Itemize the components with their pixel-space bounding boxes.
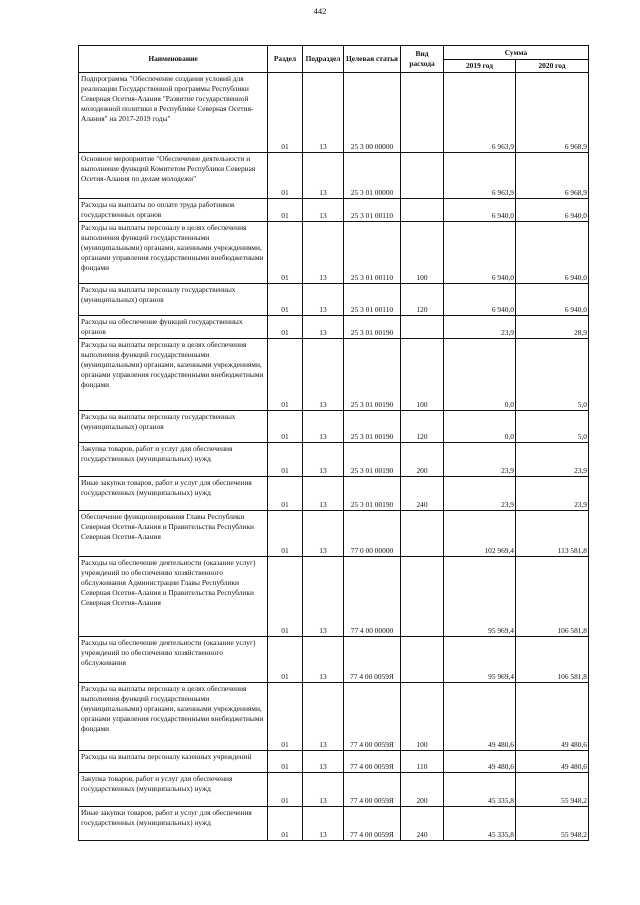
row-target: 25 3 01 00000 <box>344 153 401 199</box>
row-subsection: 13 <box>303 773 344 807</box>
row-expense-type: 110 <box>401 751 444 773</box>
table-row <box>79 339 589 411</box>
row-target: 77 4 00 0059Я <box>344 807 401 841</box>
row-expense-type: 200 <box>401 443 444 477</box>
table-row <box>79 411 589 443</box>
header-name: Наименование <box>79 46 268 73</box>
row-expense-type: 100 <box>401 339 444 411</box>
row-section: 01 <box>268 199 303 222</box>
table-row <box>79 73 589 153</box>
row-2019: 95 969,4 <box>444 557 516 637</box>
row-2020: 6 968,9 <box>516 153 589 199</box>
row-name: Расходы на обеспечение функций государственных органов <box>79 316 268 339</box>
row-section: 01 <box>268 807 303 841</box>
row-2020: 6 940,0 <box>516 284 589 316</box>
row-name: Расходы на выплаты персоналу в целях обеспечения выполнения функций государственными (муниципальными) органами, казенными учреждениями, органами управления государственными внебюджетными фондами <box>79 222 268 284</box>
row-target: 77 4 00 0059Я <box>344 773 401 807</box>
row-expense-type <box>401 153 444 199</box>
header-subsection: Подраздел <box>303 46 344 73</box>
row-2019: 0,0 <box>444 339 516 411</box>
row-2020: 6 968,9 <box>516 73 589 153</box>
row-expense-type: 240 <box>401 807 444 841</box>
row-expense-type <box>401 199 444 222</box>
row-name: Расходы на выплаты по оплате труда работников государственных органов <box>79 199 268 222</box>
table-row <box>79 316 589 339</box>
row-name: Расходы на обеспечение деятельности (оказание услуг) учреждений по обеспечению хозяйственного обслуживания <box>79 637 268 683</box>
row-name: Расходы на выплаты персоналу в целях обеспечения выполнения функций государственными (муниципальными) органами, казенными учреждениями, органами управления государственными внебюджетными фондами <box>79 339 268 411</box>
row-expense-type: 200 <box>401 773 444 807</box>
row-target: 25 3 01 00190 <box>344 316 401 339</box>
table-body <box>79 73 589 841</box>
row-subsection: 13 <box>303 557 344 637</box>
row-name: Расходы на обеспечение деятельности (оказание услуг) учреждений по обеспечению хозяйственного обслуживания Администрации Главы Республики Северная Осетия-Алания и Правительства Республики Северная Осетия-Алания <box>79 557 268 637</box>
row-section: 01 <box>268 443 303 477</box>
table-row <box>79 511 589 557</box>
row-subsection: 13 <box>303 443 344 477</box>
row-target: 25 3 01 00190 <box>344 477 401 511</box>
row-name: Обеспечение функционирования Главы Республики Северная Осетия-Алания и Правительства Республики Северная Осетия-Алания <box>79 511 268 557</box>
row-target: 77 4 00 0059Я <box>344 751 401 773</box>
row-subsection: 13 <box>303 222 344 284</box>
row-2019: 102 969,4 <box>444 511 516 557</box>
table-header <box>79 46 589 73</box>
row-expense-type: 120 <box>401 284 444 316</box>
header-2019: 2019 год <box>444 60 516 73</box>
row-name: Расходы на выплаты персоналу государственных (муниципальных) органов <box>79 411 268 443</box>
table-row <box>79 557 589 637</box>
table-row <box>79 199 589 222</box>
row-target: 25 3 01 00190 <box>344 339 401 411</box>
row-2019: 6 963,9 <box>444 153 516 199</box>
row-target: 77 4 00 0059Я <box>344 637 401 683</box>
row-subsection: 13 <box>303 683 344 751</box>
row-expense-type <box>401 637 444 683</box>
row-name: Основное мероприятие "Обеспечение деятельности и выполнение функций Комитетом Республики Северная Осетия-Алания по делам молодежи" <box>79 153 268 199</box>
row-target: 25 3 01 00190 <box>344 443 401 477</box>
row-target: 77 0 00 00000 <box>344 511 401 557</box>
table-row <box>79 773 589 807</box>
row-section: 01 <box>268 73 303 153</box>
row-2019: 23,9 <box>444 477 516 511</box>
row-subsection: 13 <box>303 477 344 511</box>
row-2020: 5,0 <box>516 339 589 411</box>
row-subsection: 13 <box>303 511 344 557</box>
row-expense-type <box>401 316 444 339</box>
row-2020: 49 480,6 <box>516 683 589 751</box>
row-expense-type: 120 <box>401 411 444 443</box>
row-target: 25 3 01 00190 <box>344 411 401 443</box>
row-name: Подпрограмма "Обеспечение создания условий для реализации Государственной программы Республики Северная Осетия-Алания "Развитие государственной молодежной политики в Республике Северная Осетия-Алания" на 2017-2019 годы" <box>79 73 268 153</box>
row-name: Расходы на выплаты персоналу в целях обеспечения выполнения функций государственными (муниципальными) органами, казенными учреждениями, органами управления государственными внебюджетными фондами <box>79 683 268 751</box>
row-2019: 49 480,6 <box>444 683 516 751</box>
table-row <box>79 153 589 199</box>
row-subsection: 13 <box>303 339 344 411</box>
row-target: 77 4 00 00000 <box>344 557 401 637</box>
row-2019: 6 940,0 <box>444 222 516 284</box>
row-subsection: 13 <box>303 751 344 773</box>
table-row <box>79 477 589 511</box>
row-section: 01 <box>268 511 303 557</box>
row-name: Закупка товаров, работ и услуг для обеспечения государственных (муниципальных) нужд <box>79 443 268 477</box>
row-section: 01 <box>268 751 303 773</box>
table-row <box>79 807 589 841</box>
row-name: Иные закупки товаров, работ и услуг для обеспечения государственных (муниципальных) нужд <box>79 807 268 841</box>
row-expense-type: 240 <box>401 477 444 511</box>
row-subsection: 13 <box>303 316 344 339</box>
table-row <box>79 637 589 683</box>
table-row <box>79 284 589 316</box>
header-section: Раздел <box>268 46 303 73</box>
row-name: Расходы на выплаты персоналу казенных учреждений <box>79 751 268 773</box>
row-section: 01 <box>268 683 303 751</box>
row-expense-type: 100 <box>401 222 444 284</box>
row-subsection: 13 <box>303 284 344 316</box>
row-name: Закупка товаров, работ и услуг для обеспечения государственных (муниципальных) нужд <box>79 773 268 807</box>
header-target: Целевая статья <box>344 46 401 73</box>
row-2020: 23,9 <box>516 477 589 511</box>
row-subsection: 13 <box>303 411 344 443</box>
row-2020: 55 948,2 <box>516 773 589 807</box>
row-2020: 5,0 <box>516 411 589 443</box>
row-section: 01 <box>268 477 303 511</box>
row-2019: 23,9 <box>444 316 516 339</box>
row-2020: 6 940,0 <box>516 199 589 222</box>
row-2020: 113 581,8 <box>516 511 589 557</box>
row-2019: 6 940,0 <box>444 284 516 316</box>
row-section: 01 <box>268 153 303 199</box>
table-row <box>79 683 589 751</box>
row-section: 01 <box>268 284 303 316</box>
row-expense-type <box>401 511 444 557</box>
table-row <box>79 443 589 477</box>
row-section: 01 <box>268 773 303 807</box>
row-expense-type <box>401 557 444 637</box>
row-target: 25 3 01 00110 <box>344 284 401 316</box>
row-section: 01 <box>268 339 303 411</box>
row-subsection: 13 <box>303 153 344 199</box>
row-2019: 23,9 <box>444 443 516 477</box>
row-2019: 95 969,4 <box>444 637 516 683</box>
page-number: 442 <box>313 6 327 16</box>
budget-table <box>78 45 589 841</box>
row-2020: 55 948,2 <box>516 807 589 841</box>
row-2019: 45 335,8 <box>444 773 516 807</box>
row-target: 25 3 00 00000 <box>344 73 401 153</box>
row-name: Иные закупки товаров, работ и услуг для обеспечения государственных (муниципальных) нужд <box>79 477 268 511</box>
row-2019: 6 963,9 <box>444 73 516 153</box>
row-2020: 106 581,8 <box>516 637 589 683</box>
row-subsection: 13 <box>303 73 344 153</box>
row-subsection: 13 <box>303 637 344 683</box>
row-2019: 49 480,6 <box>444 751 516 773</box>
row-section: 01 <box>268 316 303 339</box>
row-2020: 28,9 <box>516 316 589 339</box>
row-target: 77 4 00 0059Я <box>344 683 401 751</box>
row-2020: 106 581,8 <box>516 557 589 637</box>
header-2020: 2020 год <box>516 60 589 73</box>
row-2019: 45 335,8 <box>444 807 516 841</box>
row-2020: 23,9 <box>516 443 589 477</box>
row-2020: 6 940,0 <box>516 222 589 284</box>
row-expense-type: 100 <box>401 683 444 751</box>
row-target: 25 3 01 00110 <box>344 222 401 284</box>
row-2020: 49 480,6 <box>516 751 589 773</box>
row-target: 25 3 01 00110 <box>344 199 401 222</box>
row-section: 01 <box>268 637 303 683</box>
row-section: 01 <box>268 411 303 443</box>
header-expense-type: Вид расхода <box>401 46 444 73</box>
row-expense-type <box>401 73 444 153</box>
header-sum: Сумма <box>444 46 589 60</box>
row-name: Расходы на выплаты персоналу государственных (муниципальных) органов <box>79 284 268 316</box>
row-section: 01 <box>268 222 303 284</box>
row-2019: 6 940,0 <box>444 199 516 222</box>
row-2019: 0,0 <box>444 411 516 443</box>
table-row <box>79 751 589 773</box>
table-row <box>79 222 589 284</box>
row-subsection: 13 <box>303 199 344 222</box>
row-section: 01 <box>268 557 303 637</box>
row-subsection: 13 <box>303 807 344 841</box>
